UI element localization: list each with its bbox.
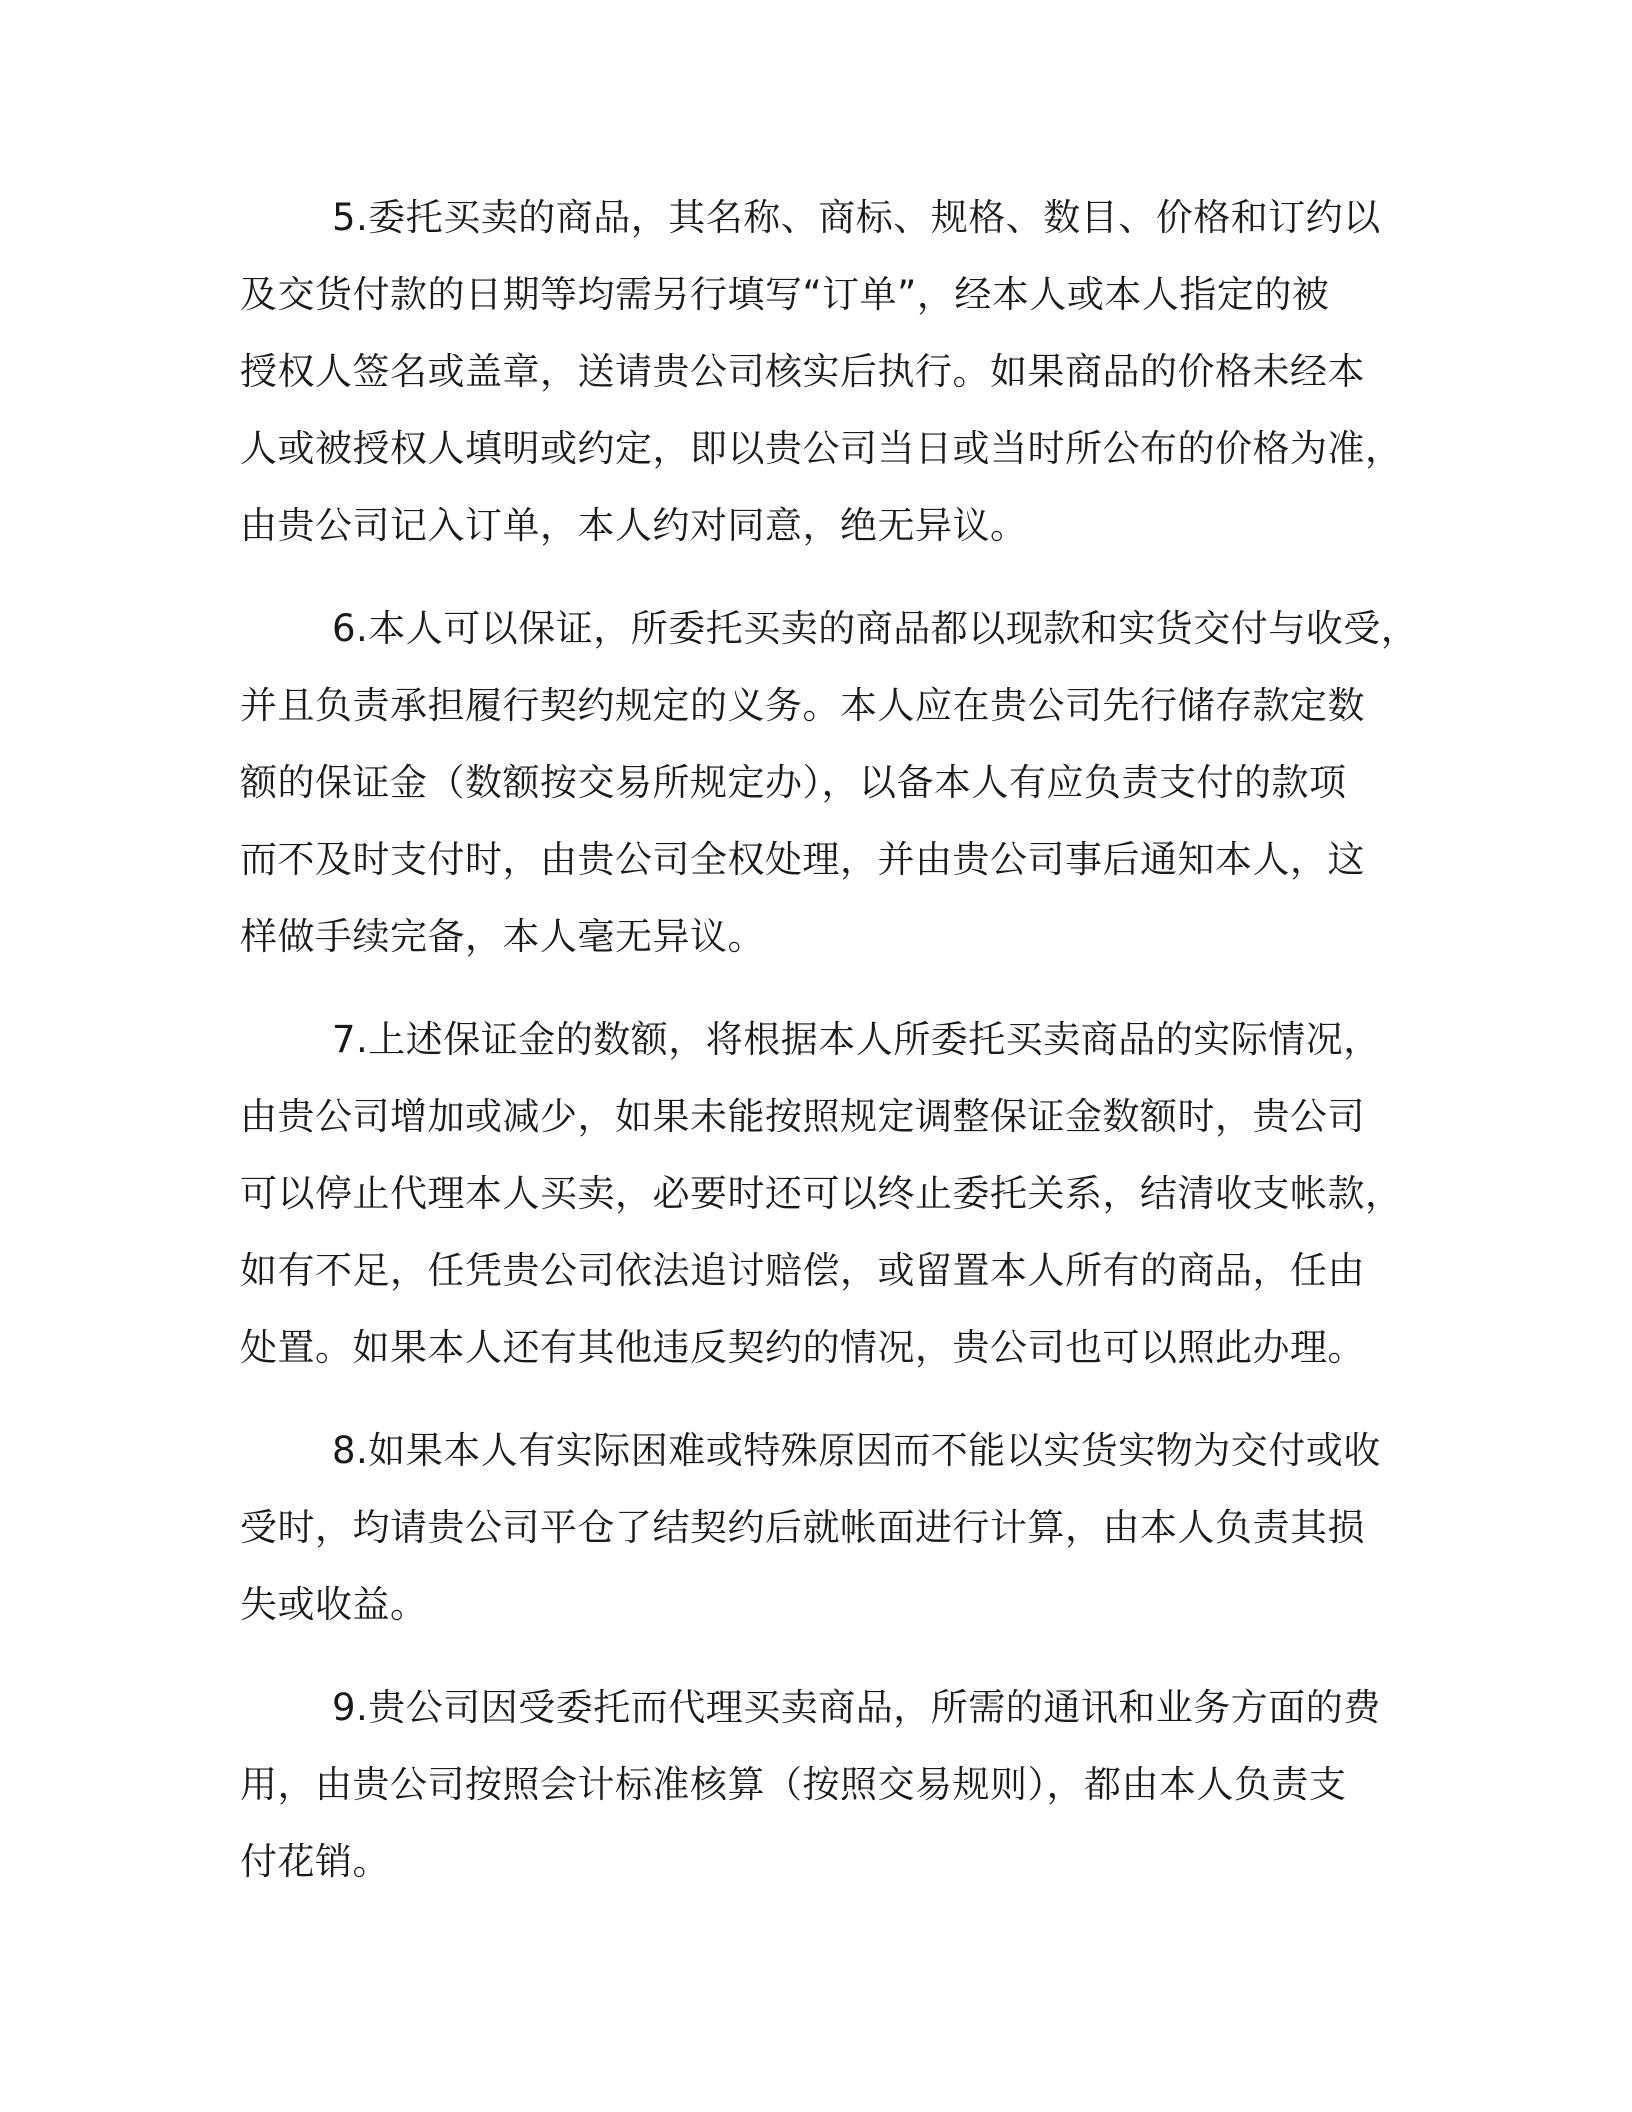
text-line: 授权人签名或盖章，送请贵公司核实后执行。如果商品的价格未经本 — [240, 350, 1365, 393]
text-line: 9.贵公司因受委托而代理买卖商品，所需的通讯和业务方面的费 — [332, 1686, 1381, 1729]
text-line: 样做手续完备，本人毫无异议。 — [240, 915, 765, 958]
text-line: 7.上述保证金的数额，将根据本人所委托买卖商品的实际情况， — [332, 1018, 1381, 1061]
text-line: 及交货付款的日期等均需另行填写“订单”，经本人或本人指定的被 — [240, 273, 1330, 316]
text-line: 处置。如果本人还有其他违反契约的情况，贵公司也可以照此办理。 — [240, 1326, 1365, 1369]
text-line: 额的保证金（数额按交易所规定办），以备本人有应负责支付的款项 — [240, 761, 1347, 804]
text-line: 用，由贵公司按照会计标准核算（按照交易规则），都由本人负责支 — [240, 1763, 1347, 1806]
text-line: 而不及时支付时，由贵公司全权处理，并由贵公司事后通知本人，这 — [240, 838, 1365, 881]
text-line: 受时，均请贵公司平仓了结契约后就帐面进行计算，由本人负责其损 — [240, 1506, 1365, 1549]
text-line: 由贵公司增加或减少，如果未能按照规定调整保证金数额时，贵公司 — [240, 1095, 1365, 1138]
text-line: 人或被授权人填明或约定，即以贵公司当日或当时所公布的价格为准， — [240, 427, 1403, 470]
text-line: 由贵公司记入订单，本人约对同意，绝无异议。 — [240, 504, 1028, 547]
text-line: 可以停止代理本人买卖，必要时还可以终止委托关系，结清收支帐款， — [240, 1172, 1403, 1215]
text-line: 并且负责承担履行契约规定的义务。本人应在贵公司先行储存款定数 — [240, 684, 1365, 727]
text-line: 8.如果本人有实际困难或特殊原因而不能以实货实物为交付或收 — [332, 1429, 1381, 1472]
text-line: 5.委托买卖的商品，其名称、商标、规格、数目、价格和订约以 — [332, 196, 1381, 239]
text-line: 6.本人可以保证，所委托买卖的商品都以现款和实货交付与收受， — [332, 607, 1419, 650]
text-line: 付花销。 — [240, 1840, 390, 1883]
text-line: 如有不足，任凭贵公司依法追讨赔偿，或留置本人所有的商品，任由 — [240, 1249, 1365, 1292]
text-line: 失或收益。 — [240, 1583, 428, 1626]
